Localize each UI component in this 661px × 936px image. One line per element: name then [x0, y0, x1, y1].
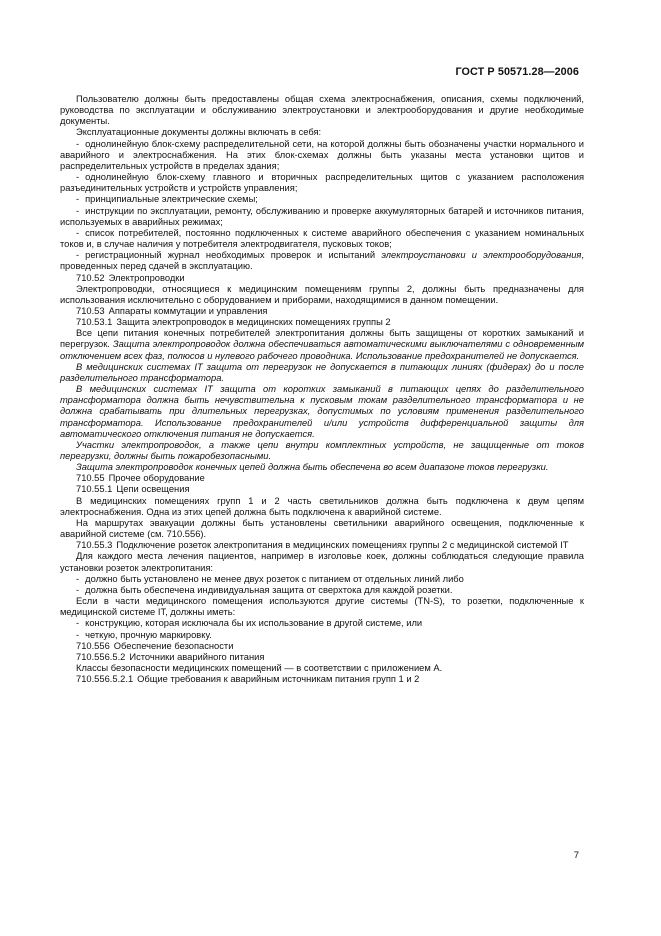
list-item [60, 574, 584, 585]
section-title: Общие требования к аварийным источникам питания групп 1 и 2 [137, 674, 420, 685]
section-number: 710.53.1 [76, 317, 113, 328]
paragraph-text: В медицинских помещениях групп 1 и 2 часть светильников должна быть подключена к двум цепям электроснабжения. Одна из этих цепей должна быть подключена к аварийной системе. [60, 495, 584, 517]
paragraph-text: принципиальные электрические схемы; [85, 194, 258, 205]
paragraph-text: регистрационный журнал необходимых проверок и испытаний [85, 250, 382, 261]
list-dash: - [76, 618, 80, 629]
list-dash: - [76, 573, 80, 584]
list-item [60, 618, 584, 629]
list-dash: - [76, 172, 80, 183]
paragraph-text: Пользователю должны быть предоставлены общая схема электроснабжения, описания, схемы подключений, руководства по эксплуатации и обслуживанию электроустановки и электрооборудования и другие необходимые документы. [60, 94, 584, 127]
section-heading [60, 652, 584, 663]
paragraph-text: Если в части медицинского помещения используются другие системы (TN-S), то розетки, подключенные к медицинской системе IT, должны иметь: [60, 596, 584, 618]
paragraph-text: однолинейную блок-схему главного и вторичных распределительных щитов с указанием расположения разъединительных устройств и устройств управления; [60, 172, 584, 194]
paragraph-text: список потребителей, постоянно подключенных к системе аварийного обеспечения с указанием номинальных токов и, в случае наличия у потребителя электродвигателя, пусковых токов; [60, 227, 584, 250]
list-dash: - [76, 227, 80, 238]
paragraph [60, 496, 584, 518]
paragraph-text: должно быть установлено не менее двух розеток с питанием от отдельных линий либо [85, 573, 464, 584]
italic-text: В медицинских системах IT защита от коротких замыканий в питающих цепях до разделительного трансформатора должна быть нечувствительна к пусковым токам разделительного трансформатора и не должна срабатывать при длительных перегрузках, допустимых по условиям применения разделительного трансформатора. Использование предохранителей и/или устройств дифференциальной защиты для автоматического отключения питания не допускается. [60, 384, 584, 439]
italic-text: Защита электропроводок конечных цепей должна быть обеспечена во всем диапазоне токов перегрузки. [76, 462, 549, 473]
paragraph-text: Все цепи питания конечных потребителей электропитания должны быть защищены от коротких замыканий и перегрузок. [60, 328, 584, 350]
paragraph-text: инструкции по эксплуатации, ремонту, обслуживанию и проверке аккумуляторных батарей и источников питания, используемых в аварийных режимах; [60, 205, 584, 227]
paragraph-text: Классы безопасности медицинских помещений — в соответствии с приложением А. [76, 662, 443, 673]
list-dash: - [76, 250, 80, 261]
list-item [60, 228, 584, 250]
paragraph-text: однолинейную блок-схему распределительной сети, на которой должны быть обозначены участки нормального и аварийного и электроснабжения. На этих блок-схемах должны быть указаны места установки щитов и распределительных устройств в пределах здания; [60, 138, 584, 171]
list-item [60, 172, 584, 194]
paragraph [60, 462, 584, 473]
section-heading [60, 484, 584, 495]
paragraph [60, 127, 584, 138]
paragraph-text: Для каждого места лечения пациентов, например в изголовье коек, должны соблюдаться следующие правила установки розеток электропитания: [60, 551, 584, 573]
section-title: Обеспечение безопасности [113, 640, 234, 651]
paragraph-text: , проведенных перед сдачей в эксплуатацию. [60, 250, 585, 272]
section-heading [60, 473, 584, 484]
document-id-header: ГОСТ Р 50571.28—2006 [455, 66, 579, 78]
section-number: 710.53 [76, 305, 105, 316]
section-title: Цепи освещения [116, 484, 190, 495]
paragraph [60, 384, 584, 440]
document-body [60, 94, 584, 685]
section-number: 710.55.1 [76, 484, 113, 495]
list-dash: - [76, 194, 80, 205]
paragraph [60, 284, 584, 306]
section-number: 710.55.3 [76, 540, 113, 551]
list-item [60, 206, 584, 228]
list-dash: - [76, 629, 80, 640]
section-heading [60, 317, 584, 328]
section-heading [60, 641, 584, 652]
paragraph [60, 362, 584, 384]
section-number: 710.52 [76, 272, 105, 283]
paragraph [60, 518, 584, 540]
section-title: Подключение розеток электропитания в медицинских помещениях группы 2 с медицинской системой IT [116, 540, 569, 551]
paragraph [60, 94, 584, 127]
list-item [60, 139, 584, 172]
list-item [60, 194, 584, 205]
list-dash: - [76, 205, 80, 216]
section-number: 710.556 [76, 640, 110, 651]
italic-text: электроустановки и электрооборудования [381, 250, 582, 261]
paragraph [60, 596, 584, 618]
italic-text: Участки электропроводок, а также цепи внутри комплектных устройств, не защищенные от токов перегрузки, должны быть пожаробезопасными. [60, 439, 584, 461]
paragraph-text: Эксплуатационные документы должны включать в себя: [76, 127, 322, 138]
italic-text: В медицинских системах IT защита от перегрузок не допускается в питающих линиях (фидерах) до и после разделительного трансформатора. [60, 361, 584, 383]
section-heading [60, 540, 584, 551]
list-item [60, 250, 584, 272]
section-number: 710.55 [76, 473, 105, 484]
section-heading [60, 273, 584, 284]
section-number: 710.556.5.2.1 [76, 674, 134, 685]
list-item [60, 585, 584, 596]
section-title: Источники аварийного питания [129, 651, 265, 662]
list-item [60, 630, 584, 641]
page-number: 7 [573, 850, 579, 861]
list-dash: - [76, 584, 80, 595]
paragraph [60, 663, 584, 674]
list-dash: - [76, 138, 80, 149]
section-heading [60, 674, 584, 685]
section-title: Электропроводки [108, 272, 185, 283]
section-number: 710.556.5.2 [76, 651, 126, 662]
paragraph [60, 328, 584, 361]
paragraph-text: На маршрутах эвакуации должны быть установлены светильники аварийного освещения, подключенные к аварийной системе (см. 710.556). [60, 517, 584, 540]
paragraph [60, 440, 584, 462]
paragraph-text: Электропроводки, относящиеся к медицинским помещениям группы 2, должны быть предназначены для использования исключительно с оборудованием и приборами, находящимися в данном помещении. [60, 283, 584, 305]
paragraph-text: четкую, прочную маркировку. [85, 629, 212, 640]
section-title: Защита электропроводок в медицинских помещениях группы 2 [116, 317, 391, 328]
paragraph-text: конструкцию, которая исключала бы их использование в другой системе, или [85, 618, 423, 629]
paragraph-text: должна быть обеспечена индивидуальная защита от сверхтока для каждой розетки. [85, 584, 453, 595]
paragraph [60, 551, 584, 573]
italic-text: Защита электропроводок должна обеспечиваться автоматическими выключателями с одновременным отключением всех фаз, полюсов и нулевого рабочего проводника. Использование предохранителей не допускается. [60, 339, 584, 361]
section-title: Прочее оборудование [108, 473, 205, 484]
section-title: Аппараты коммутации и управления [108, 305, 268, 316]
section-heading [60, 306, 584, 317]
